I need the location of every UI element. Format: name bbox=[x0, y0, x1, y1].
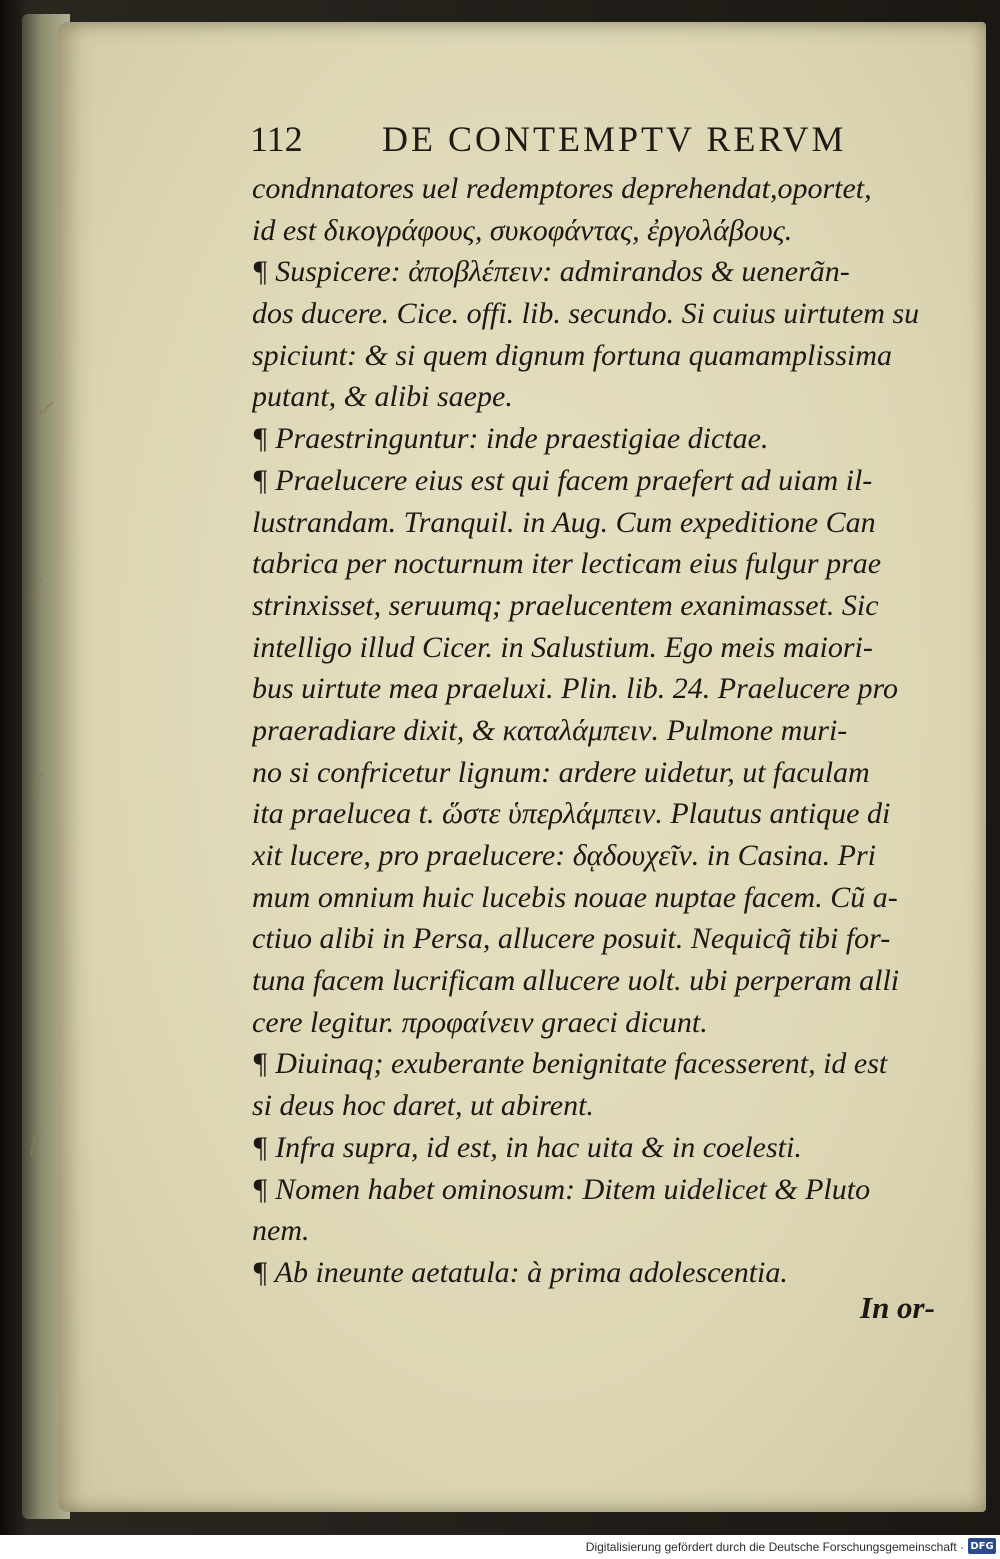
text-line: ¶ Suspicere: ἀποβλέπειν: admirandos & uenerãn- bbox=[252, 255, 850, 289]
text-line: mum omnium huic lucebis nouae nuptae facem. Cũ a- bbox=[252, 880, 898, 914]
text-line: ¶ Ab ineunte aetatula: à prima adolescentia. bbox=[252, 1255, 788, 1289]
text-line: dos ducere. Cice. offi. lib. secundo. Si cuius uirtutem su bbox=[252, 297, 920, 331]
text-line: putant, & alibi saepe. bbox=[252, 380, 513, 414]
text-line: cere legitur. προφαίνειν graeci dicunt. bbox=[252, 1005, 708, 1039]
text-line: no si confricetur lignum: ardere uidetur, ut faculam bbox=[252, 755, 870, 789]
text-line: xit lucere, pro praelucere: δᾳδουχεῖν. in Casina. Pri bbox=[252, 839, 876, 872]
text-line: id est δικογράφους, συκοφάντας, ἐργολάβους. bbox=[252, 213, 793, 247]
digitization-credit: Digitalisierung gefördert durch die Deutsche Forschungsgemeinschaft · bbox=[585, 1540, 964, 1554]
dfg-logo-icon: DFG bbox=[968, 1538, 996, 1554]
margin-mark: ∫ bbox=[30, 575, 43, 603]
text-line: ita praelucea t. ὥστε ὑπερλάμπειν. Plautus antique di bbox=[252, 797, 891, 831]
running-title: DE CONTEMPTV RERVM bbox=[382, 119, 847, 159]
text-line: tuna facem lucrificam allucere uolt. ubi perperam alli bbox=[252, 964, 900, 998]
text-line: intelligo illud Cicer. in Salustium. Ego meis maiori- bbox=[252, 630, 873, 664]
text-line: ¶ Infra supra, id est, in hac uita & in coelesti. bbox=[252, 1130, 802, 1164]
margin-mark: ✓ bbox=[34, 395, 55, 423]
text-line: condnnatores uel redemptores deprehendat,oportet, bbox=[252, 172, 872, 205]
text-line: spiciunt: & si quem dignum fortuna quamamplissima bbox=[252, 338, 893, 372]
text-line: ¶ Diuinaq; exuberante benignitate facesserent, id est bbox=[252, 1047, 888, 1081]
catchword: In or- bbox=[860, 1290, 935, 1325]
text-line: bus uirtute mea praeluxi. Plin. lib. 24. Praelucere pro bbox=[252, 672, 899, 706]
text-line: ¶ Nomen habet ominosum: Ditem uidelicet & Pluto bbox=[252, 1172, 871, 1206]
margin-mark: ∫ bbox=[32, 770, 45, 798]
text-line: ¶ Praestringuntur: inde praestigiae dictae. bbox=[252, 422, 769, 456]
text-line: praeradiare dixit, & καταλάμπειν. Pulmone muri- bbox=[252, 713, 848, 747]
margin-mark: ʗ bbox=[30, 1130, 41, 1158]
text-line: ¶ Praelucere eius est qui facem praefert ad uiam il- bbox=[252, 463, 873, 497]
text-line: lustrandam. Tranquil. in Aug. Cum expeditione Can bbox=[252, 505, 876, 539]
text-line: strinxisset, seruumq; praelucentem exanimasset. Sic bbox=[252, 588, 879, 622]
text-line: si deus hoc daret, ut abirent. bbox=[252, 1089, 594, 1123]
body-text bbox=[252, 168, 952, 1294]
page-number: 112 bbox=[250, 119, 303, 159]
running-head bbox=[250, 118, 910, 164]
text-line: nem. bbox=[252, 1214, 310, 1248]
text-line: tabrica per nocturnum iter lecticam eius fulgur prae bbox=[252, 547, 882, 581]
text-line: ctiuo alibi in Persa, allucere posuit. Nequicq̃ tibi for- bbox=[252, 922, 891, 956]
